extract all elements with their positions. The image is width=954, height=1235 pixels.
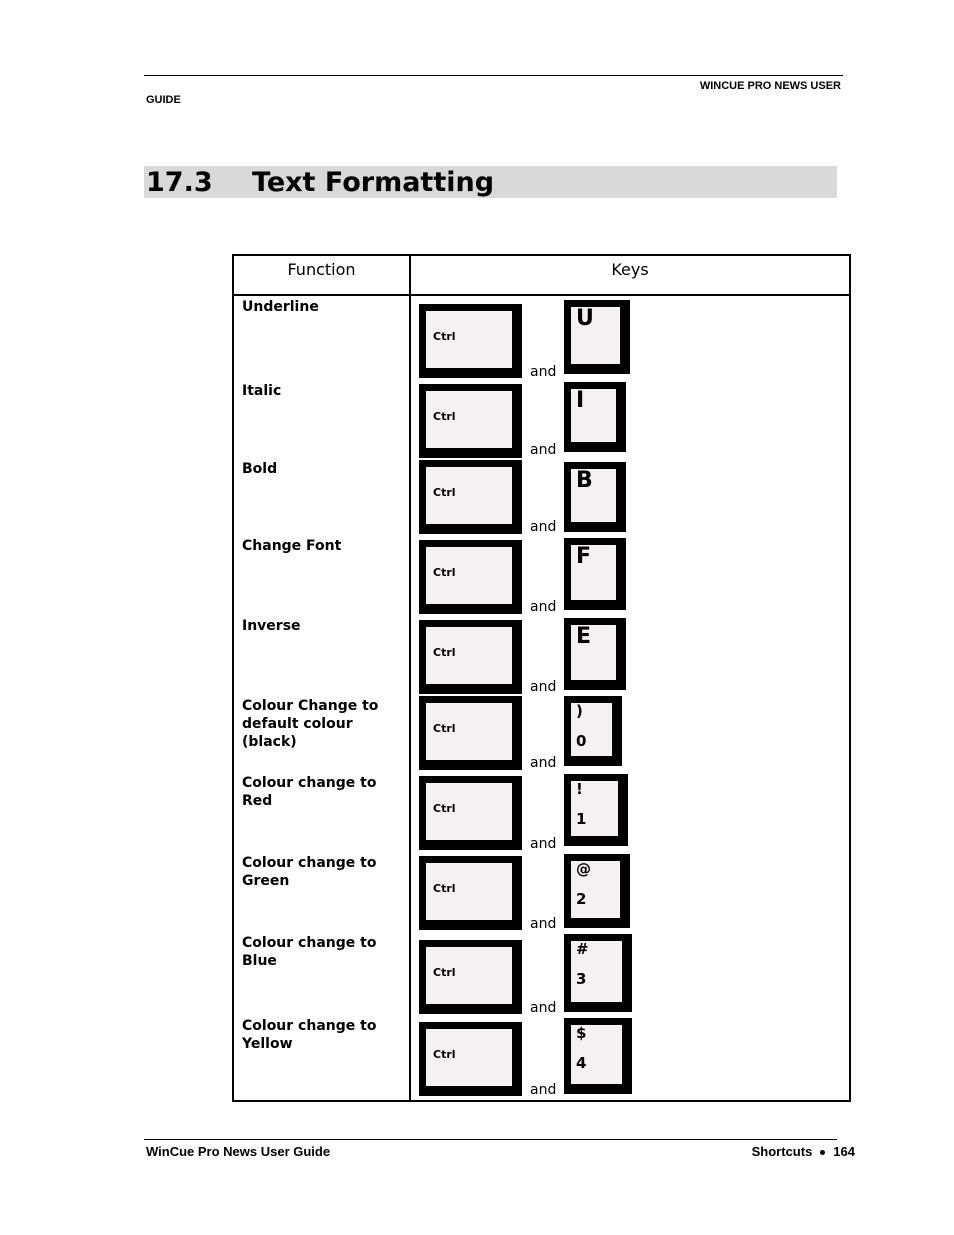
header-divider [234, 294, 849, 296]
ctrl-key: Ctrl [419, 940, 522, 1014]
header-title-cont: GUIDE [146, 94, 181, 106]
ctrl-key: Ctrl [419, 460, 522, 534]
and-label: and [530, 442, 557, 458]
footer-guide-title: WinCue Pro News User Guide [146, 1144, 331, 1159]
ctrl-key: Ctrl [419, 1022, 522, 1096]
ctrl-key: Ctrl [419, 384, 522, 458]
and-label: and [530, 1082, 557, 1098]
and-label: and [530, 599, 557, 615]
function-label: Colour change to Yellow [242, 1018, 377, 1052]
function-label: Colour Change to default colour (black) [242, 698, 379, 750]
section-number: 17.3 [146, 167, 213, 198]
footer-section: Shortcuts [751, 1144, 813, 1159]
ctrl-key: Ctrl [419, 856, 522, 930]
number-key: $ 4 [564, 1018, 632, 1094]
letter-key: I [564, 382, 626, 452]
section-heading [144, 166, 837, 198]
letter-key: E [564, 618, 626, 690]
and-label: and [530, 836, 557, 852]
and-label: and [530, 755, 557, 771]
letter-key: F [564, 538, 626, 610]
function-label: Underline [242, 299, 319, 315]
function-label: Inverse [242, 618, 301, 634]
letter-key: B [564, 462, 626, 532]
bullet-icon [820, 1150, 825, 1155]
function-label: Change Font [242, 538, 342, 554]
ctrl-key: Ctrl [419, 776, 522, 850]
function-label: Colour change to Blue [242, 935, 377, 969]
footer-page-info [752, 1144, 855, 1159]
and-label: and [530, 364, 557, 380]
ctrl-key: Ctrl [419, 540, 522, 614]
function-column-header: Function [287, 260, 356, 279]
footer-page-number: 164 [833, 1144, 855, 1159]
and-label: and [530, 519, 557, 535]
function-label: Italic [242, 383, 282, 399]
shortcut-table [232, 254, 851, 1102]
number-key: # 3 [564, 934, 632, 1012]
and-label: and [530, 916, 557, 932]
header-rule [144, 75, 843, 76]
function-label: Colour change to Red [242, 775, 377, 809]
function-label: Colour change to Green [242, 855, 377, 889]
section-title: Text Formatting [252, 167, 495, 198]
ctrl-key: Ctrl [419, 696, 522, 770]
keys-column-header: Keys [611, 260, 649, 279]
function-label: Bold [242, 461, 278, 477]
footer-rule [144, 1139, 837, 1140]
header-title: WINCUE PRO NEWS USER [699, 80, 841, 92]
and-label: and [530, 1000, 557, 1016]
letter-key: U [564, 300, 630, 374]
number-key: ! 1 [564, 774, 628, 846]
number-key: @ 2 [564, 854, 630, 928]
ctrl-key: Ctrl [419, 620, 522, 694]
and-label: and [530, 679, 557, 695]
number-key: ) 0 [564, 696, 622, 766]
column-divider [409, 256, 411, 1100]
ctrl-key: Ctrl [419, 304, 522, 378]
